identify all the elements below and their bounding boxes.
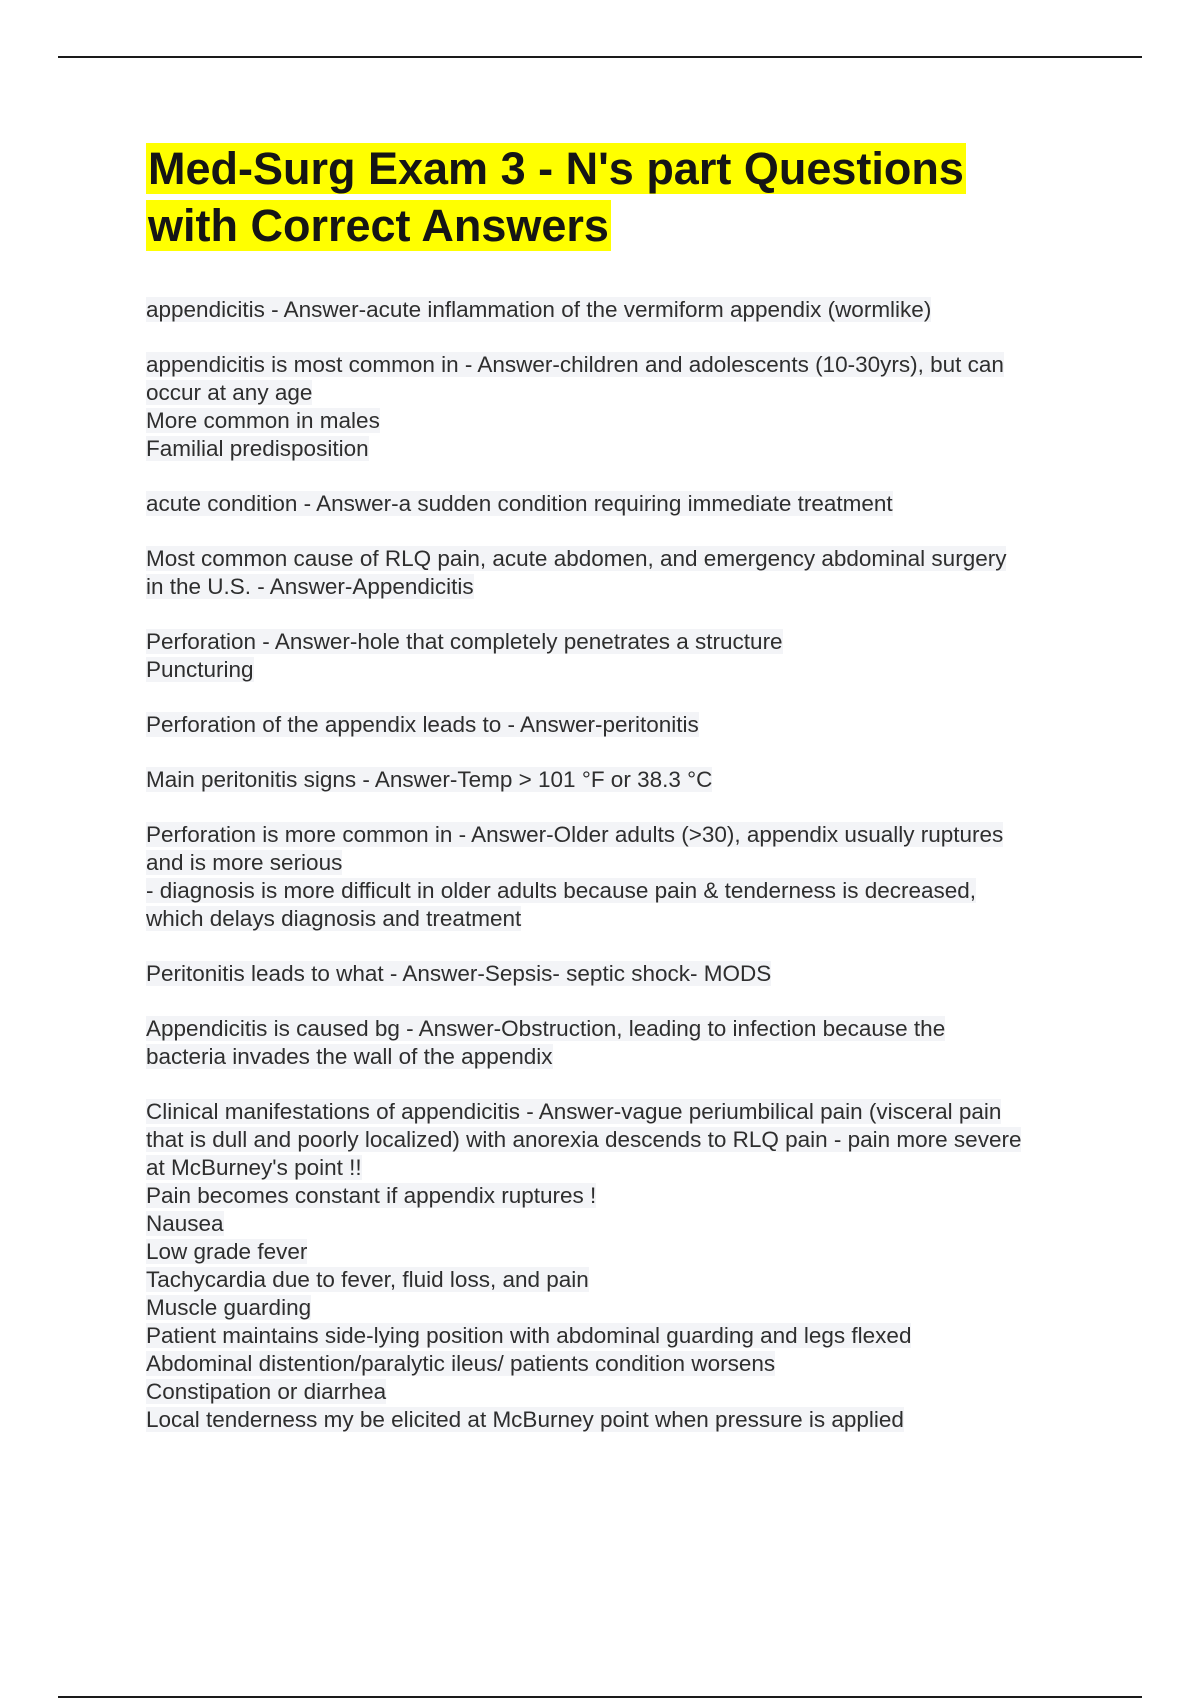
qa-line-text: Most common cause of RLQ pain, acute abdomen, and emergency abdominal surgery	[146, 546, 1007, 571]
qa-line-text: appendicitis - Answer-acute inflammation of the vermiform appendix (wormlike)	[146, 297, 932, 322]
qa-line-text: appendicitis is most common in - Answer-children and adolescents (10-30yrs), but can	[146, 352, 1004, 377]
qa-entry	[146, 821, 1106, 933]
qa-line-text: Main peritonitis signs - Answer-Temp > 101 °F or 38.3 °C	[146, 767, 713, 792]
qa-entry	[146, 545, 1106, 601]
qa-line-text: Appendicitis is caused bg - Answer-Obstruction, leading to infection because the	[146, 1016, 946, 1041]
qa-line-text: Peritonitis leads to what - Answer-Sepsis- septic shock- MODS	[146, 961, 772, 986]
qa-entry	[146, 628, 1106, 684]
qa-line-text: Abdominal distention/paralytic ileus/ patients condition worsens	[146, 1351, 776, 1376]
qa-line	[146, 1266, 1106, 1294]
title-line: with Correct Answers	[148, 200, 609, 251]
qa-line	[146, 351, 1106, 379]
qa-line-text: Familial predisposition	[146, 436, 369, 461]
qa-line	[146, 545, 1106, 573]
qa-line-text: bacteria invades the wall of the appendix	[146, 1044, 553, 1069]
qa-line-text: which delays diagnosis and treatment	[146, 906, 522, 931]
qa-list	[146, 296, 1106, 1434]
qa-entry	[146, 1015, 1106, 1071]
qa-line-text: Constipation or diarrhea	[146, 1379, 387, 1404]
qa-line	[146, 1182, 1106, 1210]
qa-line-text: at McBurney's point !!	[146, 1155, 362, 1180]
qa-line	[146, 1154, 1106, 1182]
qa-line	[146, 1350, 1106, 1378]
document-title	[146, 140, 1046, 254]
qa-entry	[146, 1098, 1106, 1434]
qa-line-text: Perforation of the appendix leads to - Answer-peritonitis	[146, 712, 699, 737]
qa-line-text: Low grade fever	[146, 1239, 308, 1264]
qa-line-text: acute condition - Answer-a sudden condition requiring immediate treatment	[146, 491, 893, 516]
qa-line	[146, 849, 1106, 877]
qa-line-text: in the U.S. - Answer-Appendicitis	[146, 574, 474, 599]
qa-line	[146, 905, 1106, 933]
qa-line-text: occur at any age	[146, 380, 313, 405]
qa-line	[146, 1098, 1106, 1126]
qa-line-text: Perforation is more common in - Answer-Older adults (>30), appendix usually ruptures	[146, 822, 1004, 847]
qa-line-text: Tachycardia due to fever, fluid loss, and pain	[146, 1267, 589, 1292]
qa-line	[146, 960, 1106, 988]
qa-entry	[146, 351, 1106, 463]
qa-line-text: and is more serious	[146, 850, 343, 875]
qa-entry	[146, 296, 1106, 324]
qa-line-text: Pain becomes constant if appendix ruptures !	[146, 1183, 597, 1208]
qa-line-text: Local tenderness my be elicited at McBurney point when pressure is applied	[146, 1407, 904, 1432]
header-rule	[58, 56, 1142, 58]
title-line: Med-Surg Exam 3 - N's part Questions	[148, 143, 964, 194]
qa-line	[146, 407, 1106, 435]
qa-line	[146, 296, 1106, 324]
qa-line	[146, 490, 1106, 518]
qa-line	[146, 1378, 1106, 1406]
qa-line	[146, 628, 1106, 656]
qa-line	[146, 573, 1106, 601]
qa-line-text: that is dull and poorly localized) with anorexia descends to RLQ pain - pain more severe	[146, 1127, 1022, 1152]
qa-line-text: Perforation - Answer-hole that completely penetrates a structure	[146, 629, 783, 654]
qa-line-text: Nausea	[146, 1211, 224, 1236]
qa-entry	[146, 490, 1106, 518]
qa-line	[146, 435, 1106, 463]
qa-line-text: - diagnosis is more difficult in older adults because pain & tenderness is decreased,	[146, 878, 977, 903]
qa-line	[146, 766, 1106, 794]
qa-line	[146, 711, 1106, 739]
qa-line	[146, 379, 1106, 407]
qa-line-text: Patient maintains side-lying position with abdominal guarding and legs flexed	[146, 1323, 912, 1348]
qa-line	[146, 1406, 1106, 1434]
qa-line-text: Puncturing	[146, 657, 254, 682]
qa-line	[146, 1238, 1106, 1266]
qa-entry	[146, 766, 1106, 794]
qa-line	[146, 1322, 1106, 1350]
qa-line	[146, 1015, 1106, 1043]
qa-entry	[146, 711, 1106, 739]
qa-line	[146, 1294, 1106, 1322]
qa-line-text: More common in males	[146, 408, 380, 433]
qa-entry	[146, 960, 1106, 988]
qa-line	[146, 1043, 1106, 1071]
qa-line	[146, 877, 1106, 905]
qa-line	[146, 1126, 1106, 1154]
document-content	[146, 140, 1106, 1461]
qa-line	[146, 656, 1106, 684]
footer-rule	[58, 1696, 1142, 1698]
qa-line-text: Clinical manifestations of appendicitis - Answer-vague periumbilical pain (visceral pain	[146, 1099, 1002, 1124]
qa-line-text: Muscle guarding	[146, 1295, 312, 1320]
qa-line	[146, 1210, 1106, 1238]
qa-line	[146, 821, 1106, 849]
